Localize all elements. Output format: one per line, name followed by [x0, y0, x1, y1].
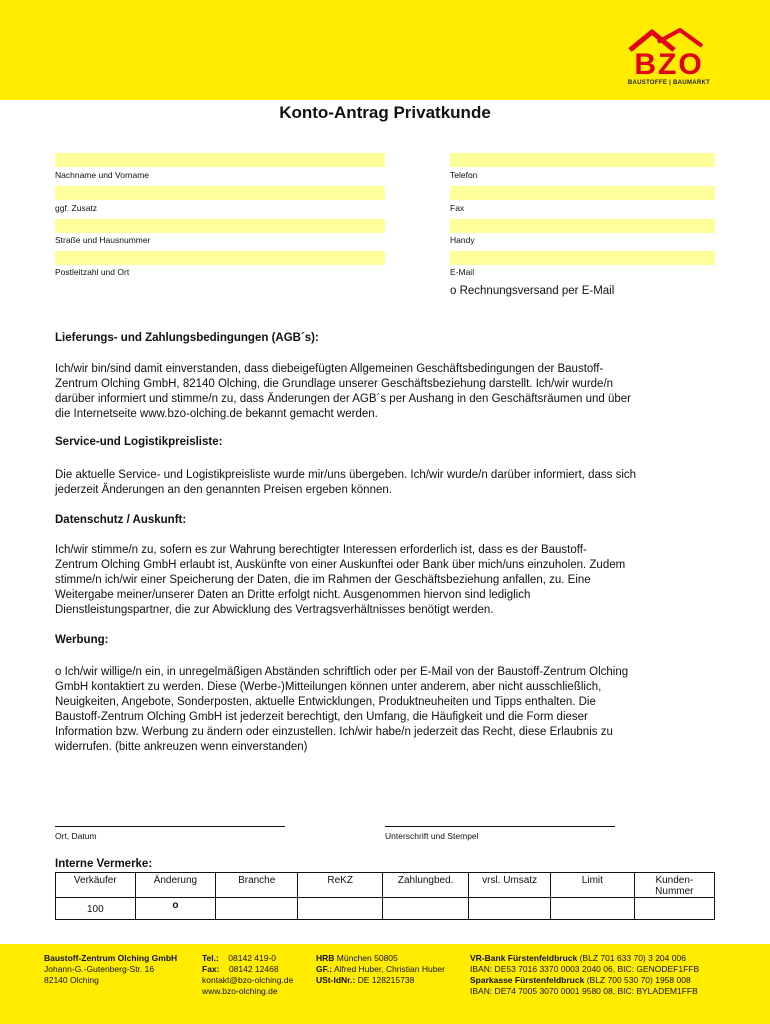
footer-banks [470, 953, 699, 997]
zusatz-label: ggf. Zusatz [55, 203, 98, 213]
hrb-value: München 50805 [336, 953, 398, 963]
service-line: Die aktuelle Service- und Logistikpreisliste wurde mir/uns übergeben. Ich/wir wurde/n darüber informiert, dass sich [55, 469, 637, 481]
datenschutz-heading: Datenschutz / Auskunft: [55, 514, 187, 526]
agb-line: die Internetseite www.bzo-olching.de bekannt gemacht werden. [55, 408, 378, 420]
bank1-name: VR-Bank Fürstenfeldbruck [470, 953, 578, 963]
datenschutz-text [55, 543, 695, 618]
cell-zahlungbed[interactable] [383, 898, 469, 920]
agb-heading: Lieferungs- und Zahlungsbedingungen (AGB´s): [55, 332, 319, 344]
datenschutz-line: Ich/wir stimme/n zu, sofern es zur Wahrung berechtigter Interessen erforderlich ist, dass es der Baustoff- [55, 544, 587, 556]
table-header-row [56, 873, 715, 898]
datenschutz-line: stimme/n ich/wir einer Speicherung der Daten, die im Rahmen der Geschäftsbeziehung anfallen, zu. Eine [55, 574, 591, 586]
werbung-line: Information bzw. Werbung zu ändern oder einzustellen. Ich/wir habe/n jederzeit das Recht, diese Erlaubnis zu [55, 726, 613, 738]
rechnungsversand-checkbox[interactable]: o Rechnungsversand per E-Mail [450, 285, 615, 297]
intern-heading: Interne Vermerke: [55, 858, 153, 870]
handy-label: Handy [450, 235, 475, 245]
col-kundennummer: Kunden- Nummer [634, 873, 714, 898]
bank2-iban: IBAN: DE74 7005 3070 0001 9580 08, BIC: BYLADEM1FFB [470, 986, 698, 996]
contact-email-link[interactable]: kontakt@bzo-olching.de [202, 975, 294, 985]
gf-label: GF.: [316, 964, 333, 974]
date-signature-line[interactable] [55, 826, 285, 827]
datenschutz-line: Zentrum Olching GmbH erlaubt ist, Auskünfte von einer Auskunftei oder Bank über mich/uns einzuholen. Zudem [55, 559, 626, 571]
signature-label: Unterschrift und Stempel [385, 831, 479, 841]
fax-label: Fax: [202, 964, 220, 974]
email-input[interactable] [450, 251, 715, 265]
zusatz-input[interactable] [55, 186, 385, 200]
name-label: Nachname und Vorname [55, 170, 150, 180]
werbung-text[interactable] [55, 665, 695, 755]
postcode-city-input[interactable] [55, 251, 385, 265]
werbung-line: o Ich/wir willige/n ein, in unregelmäßigen Abständen schriftlich oder per E-Mail von der Baustoff-Zentrum Olching [55, 666, 629, 678]
cell-aenderung[interactable]: o [135, 898, 216, 920]
gf-value: Alfred Huber, Christian Huber [333, 964, 445, 974]
street-input[interactable] [55, 219, 385, 233]
postcode-city-label: Postleitzahl und Ort [55, 267, 130, 277]
col-zahlungbed: Zahlungbed. [383, 873, 469, 898]
cell-branche[interactable] [216, 898, 298, 920]
page-title: Konto-Antrag Privatkunde [279, 103, 491, 122]
col-aenderung: Änderung [135, 873, 216, 898]
date-label: Ort, Datum [55, 831, 97, 841]
fax-value: 08142 12468 [228, 964, 279, 974]
company-street: Johann-G.-Gutenberg-Str. 16 [44, 964, 155, 974]
handy-input[interactable] [450, 219, 715, 233]
intern-table [55, 872, 715, 920]
agb-line: Ich/wir bin/sind damit einverstanden, dass diebeigefügten Allgemeinen Geschäftsbedingungen der Baustoff- [55, 363, 604, 375]
cell-umsatz[interactable] [469, 898, 551, 920]
company-name: Baustoff-Zentrum Olching GmbH [44, 953, 178, 963]
werbung-line: Neuigkeiten, Angebote, Sonderposten, aktuelle Entwicklungen, Produktneuheiten und Tipps enthalten. Die [55, 696, 596, 708]
street-label: Straße und Hausnummer [55, 235, 151, 245]
name-input[interactable] [55, 153, 385, 167]
footer-contact [202, 953, 293, 997]
cell-kundennummer[interactable] [634, 898, 714, 920]
telefon-input[interactable] [450, 153, 715, 167]
signature-line[interactable] [385, 826, 615, 827]
ust-value: DE 128215738 [357, 975, 415, 985]
tel-label: Tel.: [202, 953, 219, 963]
bank2-name: Sparkasse Fürstenfeldbruck [470, 975, 585, 985]
bank1-blz: (BLZ 701 633 70) 3 204 006 [579, 953, 686, 963]
col-branche: Branche [216, 873, 298, 898]
col-rekz: ReKZ [298, 873, 383, 898]
agb-text [55, 362, 695, 422]
telefon-label: Telefon [450, 170, 478, 180]
werbung-line: widerrufen. (bitte ankreuzen wenn einverstanden) [55, 741, 308, 753]
footer-company [44, 953, 177, 986]
service-text [55, 468, 695, 498]
service-heading: Service-und Logistikpreisliste: [55, 436, 223, 448]
werbung-line: Baustoff-Zentrum Olching GmbH ist jederzeit berechtigt, den Umfang, die Häufigkeit und die Form dieser [55, 711, 588, 723]
tel-value: 08142 419-0 [228, 953, 277, 963]
cell-verkaeufer[interactable]: 100 [56, 898, 136, 920]
ust-label: USt-IdNr.: [316, 975, 356, 985]
cell-limit[interactable] [551, 898, 635, 920]
hrb-label: HRB [316, 953, 335, 963]
footer-register [316, 953, 445, 986]
bank1-iban: IBAN: DE53 7016 3370 0003 2040 06, BIC: GENODEF1FFB [470, 964, 700, 974]
fax-input[interactable] [450, 186, 715, 200]
email-label: E-Mail [450, 267, 475, 277]
table-row [56, 898, 715, 920]
bank2-blz: (BLZ 700 530 70) 1958 008 [586, 975, 691, 985]
agb-line: darüber informiert und stimme/n zu, dass Änderungen der AGB´s per Aushang in den Geschäftsräumen und über [55, 393, 631, 405]
service-line: jederzeit Änderungen an den genannten Preisen ergeben können. [55, 484, 392, 496]
col-umsatz: vrsl. Umsatz [469, 873, 551, 898]
col-verkaeufer: Verkäufer [56, 873, 136, 898]
logo-text: BZO [634, 48, 704, 81]
company-city: 82140 Olching [44, 975, 99, 985]
datenschutz-line: Weitergabe meiner/unserer Daten an Dritte erfolgt nicht. Ausgenommen hiervon sind lediglich [55, 589, 531, 601]
agb-line: Zentrum Olching GmbH, 82140 Olching, die Grundlage unserer Geschäftsbeziehung darstellt. Ich/wir wurde/n [55, 378, 614, 390]
werbung-heading: Werbung: [55, 634, 109, 646]
fax-label: Fax [450, 203, 465, 213]
werbung-line: GmbH kontaktiert zu werden. Diese (Werbe-)Mitteilungen können unter anderem, aber nicht ausschließlich, [55, 681, 602, 693]
logo-subtitle: BAUSTOFFE | BAUMARKT [627, 80, 711, 86]
col-limit: Limit [551, 873, 635, 898]
datenschutz-line: Dienstleistungspartner, die zur Abwicklung des Vertragsverhältnisses benötigt werden. [55, 604, 494, 616]
cell-rekz[interactable] [298, 898, 383, 920]
website-link[interactable]: www.bzo-olching.de [202, 986, 278, 996]
